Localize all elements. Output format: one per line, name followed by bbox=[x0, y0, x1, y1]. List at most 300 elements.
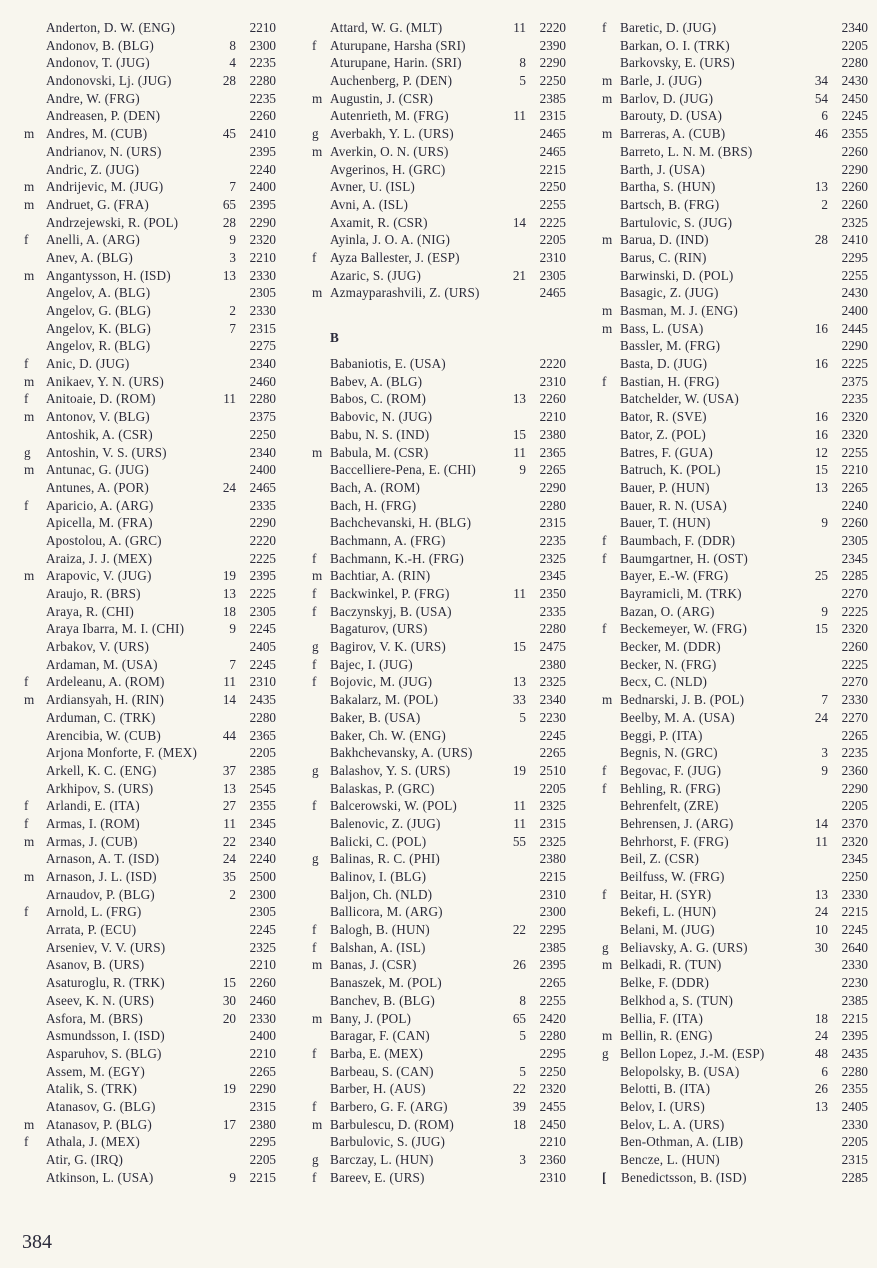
player-name: Balenovic, Z. (JUG) bbox=[330, 815, 441, 831]
games-count: 11 bbox=[815, 833, 828, 849]
rating-value: 2225 bbox=[539, 214, 566, 230]
games-count: 24 bbox=[814, 1028, 828, 1044]
player-entry bbox=[602, 267, 868, 285]
title-mark: f bbox=[602, 373, 607, 389]
rating-value: 2210 bbox=[841, 462, 868, 478]
player-name: Barkovsky, E. (URS) bbox=[620, 55, 735, 71]
games-count: 9 bbox=[229, 1169, 236, 1185]
player-entry bbox=[312, 267, 566, 285]
rating-value: 2300 bbox=[249, 37, 276, 53]
player-name: Asparuhov, S. (BLG) bbox=[46, 1045, 162, 1061]
player-entry bbox=[312, 54, 566, 72]
player-name: Andrijevic, M. (JUG) bbox=[46, 179, 164, 195]
title-mark: m bbox=[602, 957, 613, 973]
rating-value: 2290 bbox=[249, 214, 276, 230]
rating-value: 2260 bbox=[249, 108, 276, 124]
rating-value: 2230 bbox=[841, 975, 868, 991]
title-mark: m bbox=[312, 1116, 323, 1132]
player-entry bbox=[24, 461, 276, 479]
rating-value: 2340 bbox=[249, 833, 276, 849]
rating-value: 2330 bbox=[249, 267, 276, 283]
rating-value: 2465 bbox=[249, 479, 276, 495]
title-mark: m bbox=[312, 444, 323, 460]
player-entry bbox=[312, 1080, 566, 1098]
player-entry bbox=[602, 638, 868, 656]
title-mark: f bbox=[312, 1169, 317, 1185]
player-entry bbox=[24, 72, 276, 90]
player-entry bbox=[312, 1169, 566, 1187]
player-entry bbox=[24, 992, 276, 1010]
player-entry bbox=[312, 444, 566, 462]
rating-value: 2310 bbox=[539, 373, 566, 389]
player-entry bbox=[24, 196, 276, 214]
player-name: Aturupane, Harsha (SRI) bbox=[330, 37, 466, 53]
player-name: Behrhorst, F. (FRG) bbox=[620, 833, 729, 849]
player-entry bbox=[312, 974, 566, 992]
rating-value: 2340 bbox=[249, 356, 276, 372]
player-name: Belkhod a, S. (TUN) bbox=[620, 992, 734, 1008]
player-entry bbox=[602, 585, 868, 603]
player-name: Beckemeyer, W. (FRG) bbox=[620, 621, 747, 637]
player-entry bbox=[602, 939, 868, 957]
player-entry bbox=[24, 37, 276, 55]
rating-value: 2345 bbox=[841, 550, 868, 566]
player-name: Atalik, S. (TRK) bbox=[46, 1081, 138, 1097]
player-entry bbox=[24, 19, 276, 37]
player-name: Balinov, I. (BLG) bbox=[330, 869, 427, 885]
player-name: Aseev, K. N. (URS) bbox=[46, 992, 155, 1008]
rating-value: 2310 bbox=[249, 674, 276, 690]
section-letter: B bbox=[330, 329, 339, 345]
player-name: Barle, J. (JUG) bbox=[620, 73, 703, 89]
rating-value: 2380 bbox=[539, 851, 566, 867]
games-count: 8 bbox=[519, 992, 526, 1008]
games-count: 11 bbox=[513, 108, 526, 124]
player-entry bbox=[312, 408, 566, 426]
rating-value: 2225 bbox=[841, 603, 868, 619]
player-name: Bauer, T. (HUN) bbox=[620, 515, 711, 531]
player-entry bbox=[602, 19, 868, 37]
rating-value: 2325 bbox=[539, 798, 566, 814]
rating-value: 2335 bbox=[249, 497, 276, 513]
player-entry bbox=[312, 850, 566, 868]
player-entry bbox=[24, 567, 276, 585]
player-entry bbox=[602, 833, 868, 851]
rating-value: 2215 bbox=[841, 1010, 868, 1026]
player-name: Barreras, A. (CUB) bbox=[620, 126, 726, 142]
player-entry bbox=[602, 373, 868, 391]
player-entry bbox=[312, 214, 566, 232]
player-name: Barbulescu, D. (ROM) bbox=[330, 1116, 454, 1132]
player-entry bbox=[602, 90, 868, 108]
player-entry bbox=[312, 390, 566, 408]
rating-value: 2250 bbox=[539, 73, 566, 89]
rating-value: 2545 bbox=[249, 780, 276, 796]
title-mark: m bbox=[602, 232, 613, 248]
player-entry bbox=[602, 231, 868, 249]
games-count: 15 bbox=[814, 621, 828, 637]
rating-value: 2340 bbox=[249, 444, 276, 460]
player-entry bbox=[312, 727, 566, 745]
player-name: Autenrieth, M. (FRG) bbox=[330, 108, 449, 124]
rating-value: 2215 bbox=[841, 904, 868, 920]
player-name: Balogh, B. (HUN) bbox=[330, 922, 430, 938]
rating-value: 2210 bbox=[539, 1134, 566, 1150]
rating-value: 2260 bbox=[841, 639, 868, 655]
games-count: 14 bbox=[814, 815, 828, 831]
rating-value: 2220 bbox=[539, 20, 566, 35]
title-mark: m bbox=[602, 303, 613, 318]
rating-value: 2280 bbox=[539, 621, 566, 637]
games-count: 16 bbox=[814, 409, 828, 425]
rating-value: 2400 bbox=[249, 462, 276, 478]
games-count: 13 bbox=[814, 479, 828, 495]
player-entry bbox=[312, 426, 566, 444]
games-count: 9 bbox=[229, 621, 236, 637]
games-count: 11 bbox=[223, 391, 236, 407]
player-entry bbox=[24, 620, 276, 638]
rating-value: 2265 bbox=[249, 1063, 276, 1079]
rating-value: 2295 bbox=[249, 1134, 276, 1150]
rating-value: 2450 bbox=[539, 1116, 566, 1132]
player-name: Anelli, A. (ARG) bbox=[46, 232, 140, 248]
rating-value: 2395 bbox=[539, 957, 566, 973]
games-count: 22 bbox=[512, 1081, 526, 1097]
games-count: 28 bbox=[222, 214, 236, 230]
player-entry bbox=[602, 992, 868, 1010]
player-entry bbox=[312, 249, 566, 267]
rating-value: 2205 bbox=[841, 37, 868, 53]
player-entry bbox=[24, 390, 276, 408]
player-entry bbox=[312, 585, 566, 603]
rating-value: 2260 bbox=[539, 391, 566, 407]
games-count: 3 bbox=[519, 1152, 526, 1168]
player-name: Arencibia, W. (CUB) bbox=[46, 727, 161, 743]
rating-value: 2465 bbox=[539, 143, 566, 159]
games-count: 30 bbox=[222, 992, 236, 1008]
rating-value: 2380 bbox=[249, 1116, 276, 1132]
player-entry bbox=[602, 727, 868, 745]
title-mark: m bbox=[602, 73, 613, 89]
rating-value: 2640 bbox=[841, 939, 868, 955]
rating-value: 2280 bbox=[539, 1028, 566, 1044]
player-entry bbox=[24, 1080, 276, 1098]
title-mark: m bbox=[24, 869, 35, 884]
player-name: Baumbach, F. (DDR) bbox=[620, 532, 736, 548]
games-count: 15 bbox=[512, 639, 526, 655]
player-entry bbox=[24, 956, 276, 974]
player-entry bbox=[602, 673, 868, 691]
rating-value: 2395 bbox=[249, 196, 276, 212]
player-entry bbox=[24, 744, 276, 762]
rating-value: 2395 bbox=[249, 143, 276, 159]
player-entry bbox=[312, 815, 566, 833]
player-entry bbox=[24, 656, 276, 674]
player-entry bbox=[312, 231, 566, 249]
player-name: Asaturoglu, R. (TRK) bbox=[46, 975, 165, 991]
player-name: Belov, L. A. (URS) bbox=[620, 1116, 725, 1132]
player-entry bbox=[602, 868, 868, 886]
title-mark: f bbox=[602, 550, 607, 566]
games-count: 13 bbox=[512, 674, 526, 690]
player-name: Angelov, R. (BLG) bbox=[46, 338, 151, 354]
rating-value: 2275 bbox=[249, 338, 276, 354]
player-name: Bagaturov, (URS) bbox=[330, 621, 428, 637]
games-count: 11 bbox=[223, 815, 236, 831]
rating-value: 2355 bbox=[249, 798, 276, 814]
games-count: 11 bbox=[513, 798, 526, 814]
games-count: 65 bbox=[222, 196, 236, 212]
player-name: Axamit, R. (CSR) bbox=[330, 214, 428, 230]
player-name: Barbero, G. F. (ARG) bbox=[330, 1098, 448, 1114]
player-entry bbox=[602, 567, 868, 585]
games-count: 54 bbox=[814, 90, 828, 106]
player-name: Andre, W. (FRG) bbox=[46, 90, 140, 106]
games-count: 13 bbox=[814, 1098, 828, 1114]
player-entry bbox=[24, 638, 276, 656]
player-name: Beggi, P. (ITA) bbox=[620, 727, 703, 743]
player-name: Balaskas, P. (GRC) bbox=[330, 780, 435, 796]
rating-value: 2205 bbox=[249, 1152, 276, 1167]
player-entry bbox=[312, 125, 566, 143]
games-count: 26 bbox=[512, 957, 526, 973]
player-name: Banchev, B. (BLG) bbox=[330, 992, 435, 1008]
player-name: Baczynskyj, B. (USA) bbox=[330, 603, 452, 619]
title-mark: g bbox=[312, 762, 319, 778]
title-mark: m bbox=[312, 285, 323, 301]
rating-value: 2380 bbox=[539, 426, 566, 442]
player-name: Arnold, L. (FRG) bbox=[46, 904, 142, 920]
player-name: Averkin, O. N. (URS) bbox=[330, 143, 449, 159]
rating-value: 2345 bbox=[539, 568, 566, 584]
player-entry bbox=[602, 320, 868, 338]
rating-value: 2260 bbox=[841, 179, 868, 195]
rating-value: 2205 bbox=[249, 745, 276, 761]
player-entry bbox=[312, 762, 566, 780]
player-entry bbox=[24, 444, 276, 462]
rating-value: 2210 bbox=[539, 409, 566, 425]
player-name: Bojovic, M. (JUG) bbox=[330, 674, 433, 690]
player-name: Baumgartner, H. (OST) bbox=[620, 550, 748, 566]
player-name: Bencze, L. (HUN) bbox=[620, 1152, 720, 1167]
player-entry bbox=[602, 603, 868, 621]
games-count: 39 bbox=[512, 1098, 526, 1114]
games-count: 16 bbox=[814, 320, 828, 336]
rating-value: 2265 bbox=[841, 727, 868, 743]
games-count: 5 bbox=[519, 709, 526, 725]
player-name: Belkadi, R. (TUN) bbox=[620, 957, 722, 973]
rating-value: 2255 bbox=[539, 196, 566, 212]
player-entry bbox=[24, 497, 276, 515]
player-entry bbox=[312, 461, 566, 479]
rating-value: 2430 bbox=[841, 73, 868, 89]
player-name: Bass, L. (USA) bbox=[620, 320, 704, 336]
rating-value: 2330 bbox=[841, 957, 868, 973]
player-entry bbox=[312, 373, 566, 391]
player-name: Ayinla, J. O. A. (NIG) bbox=[330, 232, 451, 248]
rating-value: 2300 bbox=[249, 886, 276, 902]
player-name: Bachmann, A. (FRG) bbox=[330, 532, 446, 548]
games-count: 11 bbox=[513, 444, 526, 460]
player-name: Bastian, H. (FRG) bbox=[620, 373, 720, 389]
player-name: Arnason, A. T. (ISD) bbox=[46, 851, 160, 867]
rating-value: 2430 bbox=[841, 285, 868, 301]
player-name: Bany, J. (POL) bbox=[330, 1010, 412, 1026]
games-count: 9 bbox=[821, 515, 828, 531]
player-name: Batruch, K. (POL) bbox=[620, 462, 721, 478]
player-name: Barber, H. (AUS) bbox=[330, 1081, 426, 1097]
rating-value: 2380 bbox=[539, 656, 566, 672]
player-entry bbox=[24, 161, 276, 179]
games-count: 7 bbox=[821, 692, 828, 708]
player-name: Belani, M. (JUG) bbox=[620, 922, 715, 938]
games-count: 5 bbox=[519, 1063, 526, 1079]
games-count: 7 bbox=[229, 320, 236, 336]
title-mark: [ bbox=[602, 1169, 607, 1185]
rating-value: 2265 bbox=[539, 462, 566, 478]
games-count: 14 bbox=[512, 214, 526, 230]
rating-value: 2255 bbox=[841, 267, 868, 283]
rating-value: 2220 bbox=[539, 356, 566, 372]
player-entry bbox=[312, 638, 566, 656]
rating-value: 2210 bbox=[249, 957, 276, 973]
column-2 bbox=[312, 19, 566, 1186]
games-count: 16 bbox=[814, 426, 828, 442]
rating-value: 2290 bbox=[841, 338, 868, 354]
games-count: 44 bbox=[222, 727, 236, 743]
games-count: 15 bbox=[512, 426, 526, 442]
player-entry bbox=[24, 1045, 276, 1063]
player-entry bbox=[602, 762, 868, 780]
player-name: Antunes, A. (POR) bbox=[46, 479, 149, 495]
player-entry bbox=[24, 815, 276, 833]
games-count: 18 bbox=[222, 603, 236, 619]
player-entry bbox=[24, 727, 276, 745]
player-name: Balashov, Y. S. (URS) bbox=[330, 762, 451, 778]
rating-value: 2320 bbox=[841, 426, 868, 442]
rating-value: 2290 bbox=[249, 515, 276, 531]
player-name: Baccelliere-Pena, E. (CHI) bbox=[330, 462, 476, 478]
games-count: 22 bbox=[512, 922, 526, 938]
player-name: Bellia, F. (ITA) bbox=[620, 1010, 704, 1026]
rating-value: 2245 bbox=[539, 727, 566, 743]
player-entry bbox=[24, 373, 276, 391]
player-entry bbox=[602, 461, 868, 479]
games-count: 33 bbox=[512, 692, 526, 708]
rating-value: 2305 bbox=[249, 904, 276, 920]
player-name: Basta, D. (JUG) bbox=[620, 356, 708, 372]
player-entry bbox=[24, 691, 276, 709]
title-mark: f bbox=[312, 1045, 317, 1061]
player-name: Begnis, N. (GRC) bbox=[620, 745, 718, 761]
games-count: 7 bbox=[229, 656, 236, 672]
games-count: 13 bbox=[222, 267, 236, 283]
rating-value: 2235 bbox=[539, 532, 566, 548]
player-name: Bellon Lopez, J.-M. (ESP) bbox=[620, 1045, 765, 1061]
player-entry bbox=[312, 992, 566, 1010]
player-name: Arbakov, V. (URS) bbox=[46, 639, 150, 655]
title-mark: m bbox=[24, 692, 35, 708]
title-mark: m bbox=[24, 1116, 35, 1132]
rating-value: 2240 bbox=[249, 851, 276, 867]
title-mark: f bbox=[312, 550, 317, 566]
player-entry bbox=[602, 161, 868, 179]
rating-value: 2390 bbox=[539, 37, 566, 53]
player-entry bbox=[24, 868, 276, 886]
rating-value: 2205 bbox=[841, 1134, 868, 1150]
player-name: Belotti, B. (ITA) bbox=[620, 1081, 711, 1097]
rating-value: 2280 bbox=[249, 709, 276, 725]
player-entry bbox=[312, 744, 566, 762]
player-entry bbox=[312, 37, 566, 55]
player-name: Bator, R. (SVE) bbox=[620, 409, 707, 425]
rating-value: 2320 bbox=[539, 1081, 566, 1097]
player-entry bbox=[312, 1151, 566, 1169]
player-entry bbox=[602, 1063, 868, 1081]
player-name: Bartsch, B. (FRG) bbox=[620, 196, 720, 212]
games-count: 48 bbox=[814, 1045, 828, 1061]
player-name: Andrianov, N. (URS) bbox=[46, 143, 162, 159]
player-entry bbox=[312, 1133, 566, 1151]
rating-value: 2280 bbox=[249, 73, 276, 89]
rating-value: 2405 bbox=[841, 1098, 868, 1114]
player-name: Basman, M. J. (ENG) bbox=[620, 303, 738, 318]
rating-value: 2385 bbox=[841, 992, 868, 1008]
title-mark: f bbox=[602, 532, 607, 548]
player-name: Bartulovic, S. (JUG) bbox=[620, 214, 733, 230]
title-mark: f bbox=[602, 762, 607, 778]
player-entry bbox=[602, 1080, 868, 1098]
title-mark: f bbox=[24, 1134, 29, 1150]
games-count: 7 bbox=[229, 179, 236, 195]
player-name: Bednarski, J. B. (POL) bbox=[620, 692, 745, 708]
rating-value: 2355 bbox=[841, 1081, 868, 1097]
games-count: 9 bbox=[519, 462, 526, 478]
player-name: Batres, F. (GUA) bbox=[620, 444, 713, 460]
player-entry bbox=[602, 479, 868, 497]
player-entry bbox=[602, 72, 868, 90]
games-count: 18 bbox=[512, 1116, 526, 1132]
player-entry bbox=[312, 567, 566, 585]
title-mark: f bbox=[602, 780, 607, 796]
rating-value: 2405 bbox=[249, 639, 276, 655]
title-mark: m bbox=[24, 833, 35, 849]
games-count: 2 bbox=[229, 303, 236, 318]
player-name: Baker, Ch. W. (ENG) bbox=[330, 727, 446, 743]
games-count: 24 bbox=[814, 904, 828, 920]
player-entry bbox=[312, 90, 566, 108]
player-name: Antonov, V. (BLG) bbox=[46, 409, 150, 425]
player-name: Bachtiar, A. (RIN) bbox=[330, 568, 431, 584]
player-name: Aturupane, Harin. (SRI) bbox=[330, 55, 462, 71]
rating-value: 2245 bbox=[841, 108, 868, 124]
rating-value: 2305 bbox=[841, 532, 868, 548]
title-mark: f bbox=[312, 249, 317, 265]
rating-value: 2315 bbox=[539, 108, 566, 124]
rating-value: 2210 bbox=[249, 1045, 276, 1061]
player-name: Apicella, M. (FRA) bbox=[46, 515, 153, 531]
player-entry bbox=[312, 603, 566, 621]
player-entry bbox=[602, 107, 868, 125]
title-mark: g bbox=[312, 126, 319, 142]
player-name: Armas, J. (CUB) bbox=[46, 833, 138, 849]
rating-value: 2395 bbox=[249, 568, 276, 584]
player-entry bbox=[24, 426, 276, 444]
player-entry bbox=[24, 231, 276, 249]
player-name: Balinas, R. C. (PHI) bbox=[330, 851, 440, 867]
rating-value: 2260 bbox=[841, 196, 868, 212]
rating-value: 2240 bbox=[841, 497, 868, 513]
